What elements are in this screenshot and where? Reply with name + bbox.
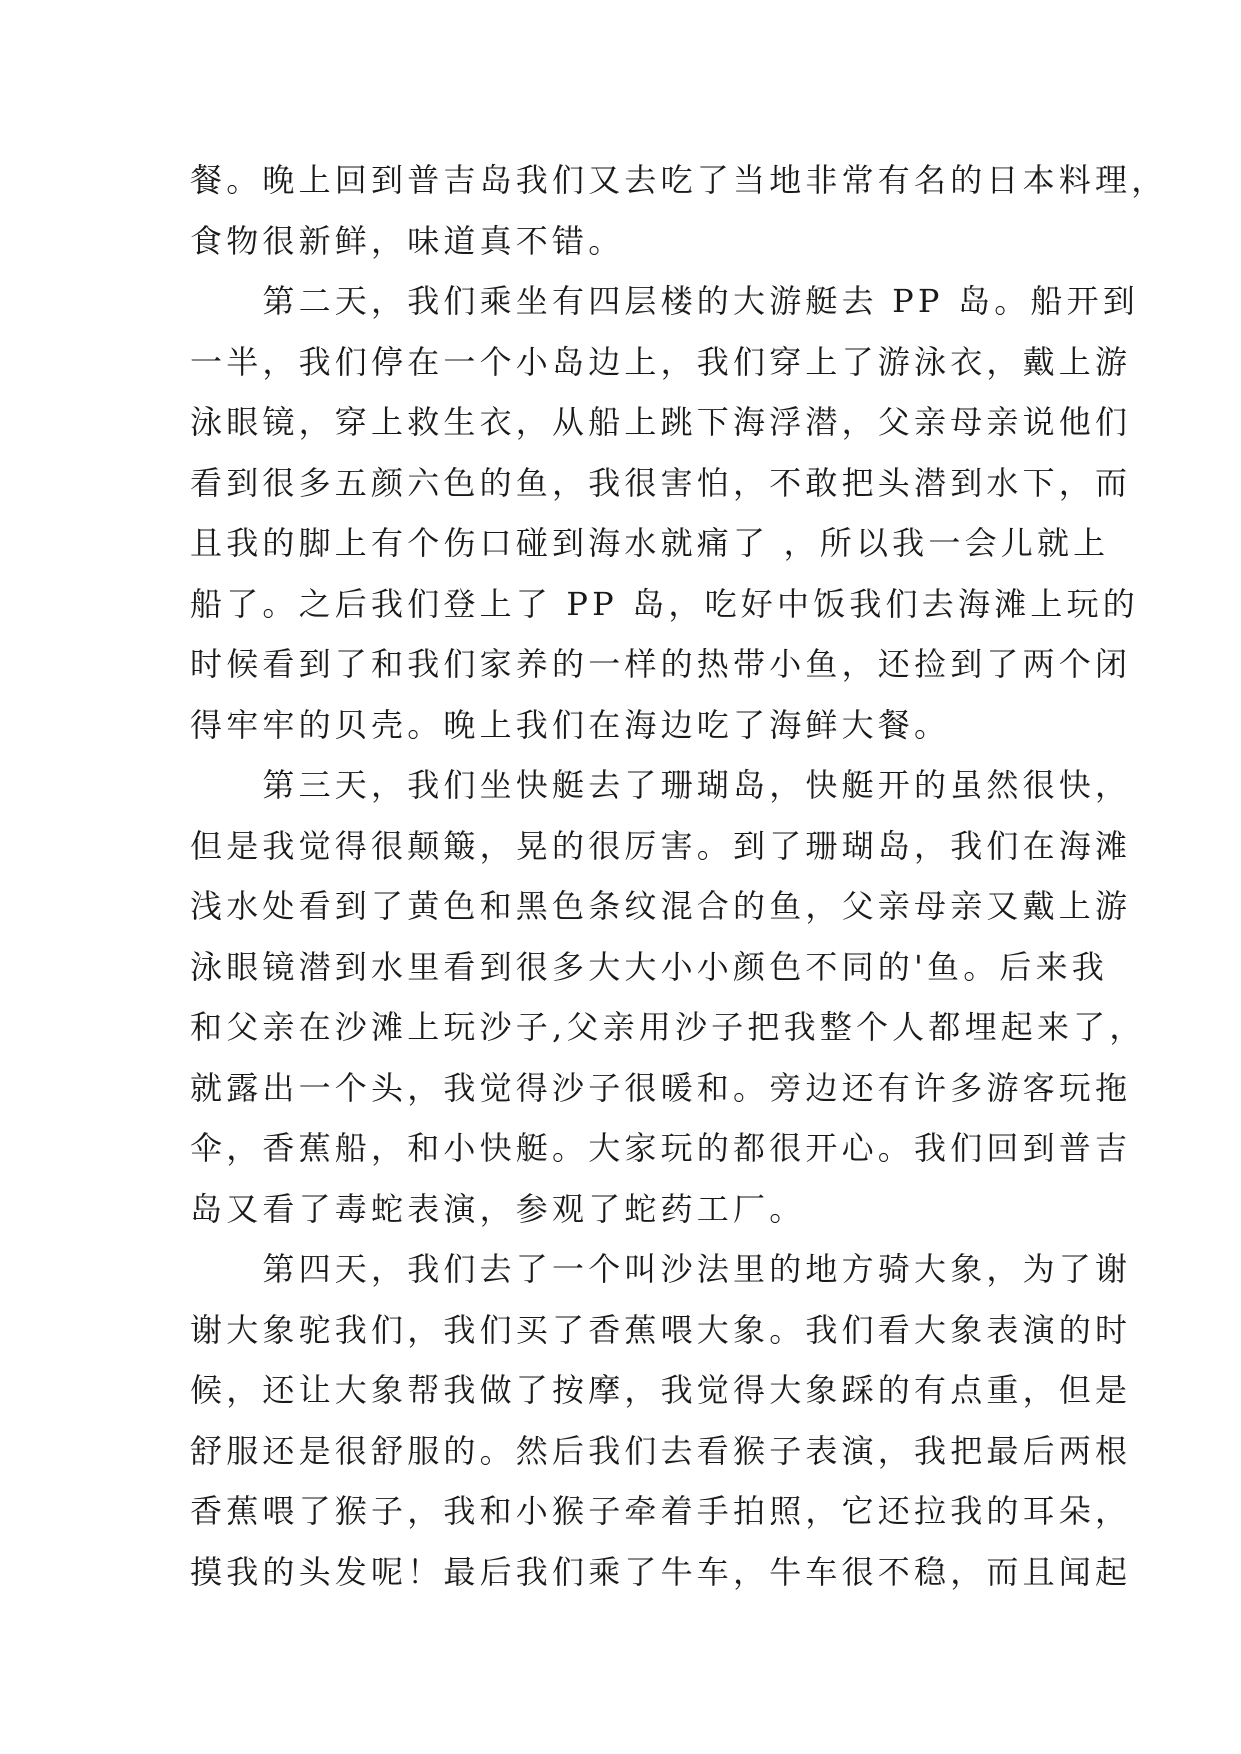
text-line: 舒服还是很舒服的。然后我们去看猴子表演，我把最后两根 <box>190 1431 1132 1470</box>
text-line: 就露出一个头，我觉得沙子很暖和。旁边还有许多游客玩拖 <box>190 1068 1132 1107</box>
text-line: 谢大象驼我们，我们买了香蕉喂大象。我们看大象表演的时 <box>190 1310 1132 1349</box>
text-line: 第二天，我们乘坐有四层楼的大游艇去 PP 岛。船开到 <box>190 282 1140 320</box>
text-line: 摸我的头发呢！最后我们乘了牛车，牛车很不稳，而且闻起 <box>190 1552 1132 1591</box>
text-line: 候，还让大象帮我做了按摩，我觉得大象踩的有点重，但是 <box>190 1371 1132 1409</box>
text-line: 香蕉喂了猴子，我和小猴子牵着手拍照，它还拉我的耳朵， <box>190 1492 1132 1530</box>
text-line: 岛又看了毒蛇表演，参观了蛇药工厂。 <box>190 1189 806 1228</box>
text-line: 浅水处看到了黄色和黑色条纹混合的鱼，父亲母亲又戴上游 <box>190 887 1132 925</box>
body-text <box>190 150 1168 1602</box>
text-line: 但是我觉得很颠簸，晃的很厉害。到了珊瑚岛，我们在海滩 <box>190 826 1132 865</box>
text-line: 得牢牢的贝壳。晚上我们在海边吃了海鲜大餐。 <box>190 705 951 744</box>
text-line: 和父亲在沙滩上玩沙子,父亲用沙子把我整个人都埋起来了， <box>190 1008 1146 1046</box>
text-line: 泳眼镜，穿上救生衣，从船上跳下海浮潜，父亲母亲说他们 <box>190 403 1132 441</box>
text-line: 一半，我们停在一个小岛边上，我们穿上了游泳衣，戴上游 <box>190 342 1132 381</box>
text-line: 船了。之后我们登上了 PP 岛，吃好中饭我们去海滩上玩的 <box>190 584 1140 623</box>
text-line: 看到很多五颜六色的鱼，我很害怕，不敢把头潜到水下，而 <box>190 463 1132 502</box>
text-line: 食物很新鲜，味道真不错。 <box>190 221 625 260</box>
text-line: 第四天，我们去了一个叫沙法里的地方骑大象，为了谢 <box>190 1250 1132 1288</box>
text-line: 伞，香蕉船，和小快艇。大家玩的都很开心。我们回到普吉 <box>190 1129 1132 1167</box>
text-line: 餐。晚上回到普吉岛我们又去吃了当地非常有名的日本料理， <box>190 161 1168 199</box>
text-line: 且我的脚上有个伤口碰到海水就痛了 ，所以我一会儿就上 <box>190 524 1110 562</box>
text-line: 泳眼镜潜到水里看到很多大大小小颜色不同的'鱼。后来我 <box>190 947 1108 986</box>
text-line: 第三天，我们坐快艇去了珊瑚岛，快艇开的虽然很快， <box>190 766 1132 804</box>
text-line: 时候看到了和我们家养的一样的热带小鱼，还捡到了两个闭 <box>190 645 1132 683</box>
